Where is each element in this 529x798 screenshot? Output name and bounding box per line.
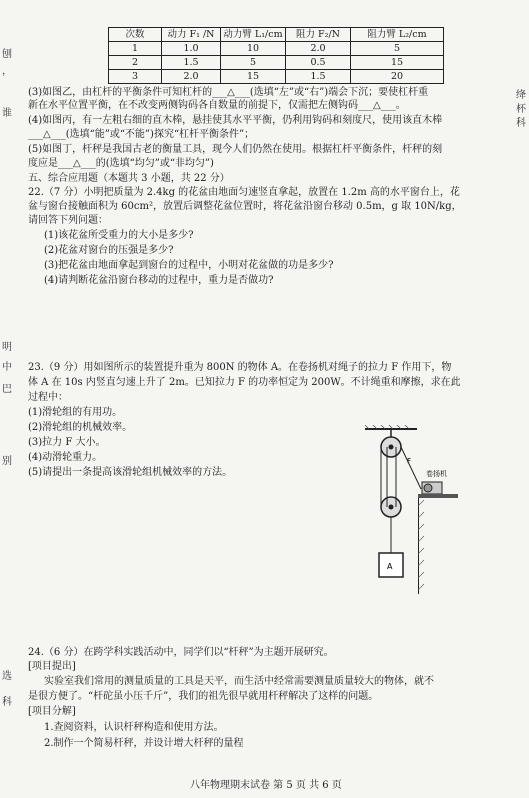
table-row — [109, 70, 444, 84]
text-line: (1)滑轮组的有用功。 — [28, 407, 123, 418]
text-line: (3)拉力 F 大小。 — [28, 437, 106, 448]
text-line: ___△___(选填“能”或“不能”)探究“杠杆平衡条件”； — [28, 129, 255, 140]
table-cell: 10 — [221, 42, 286, 56]
table-cell: 5 — [351, 42, 444, 56]
margin-char: 杯 — [516, 104, 526, 115]
winch-label: 卷扬机 — [426, 470, 447, 478]
margin-char: 科 — [516, 118, 526, 129]
table-cell: 0.5 — [286, 56, 351, 70]
text-line: 五、综合应用题（本题共 3 小题，共 22 分） — [28, 173, 230, 184]
force-label: F — [407, 457, 412, 465]
text-line: 24.（6 分）在跨学科实践活动中，同学们以“杆秤”为主题开展研究。 — [28, 647, 334, 658]
table-header-cell: 阻力臂 L₂/cm — [351, 28, 444, 42]
text-line: 实验室我们常用的测量质量的工具是天平，而生活中经常需要测量质量较大的物体，就不 — [44, 676, 434, 687]
table-cell: 1.5 — [162, 56, 221, 70]
text-line: (4)如图丙，有一左粗右细的直木棒，悬挂使其水平平衡，仍利用钩码和刻度尺，使用该直木棒 — [28, 115, 443, 126]
table-cell: 1.5 — [286, 70, 351, 84]
text-line: [项目分解] — [28, 706, 76, 717]
table-header-cell: 动力臂 L₁/cm — [221, 28, 286, 42]
text-line: 1.查阅资料，认识杆秤构造和使用方法。 — [44, 722, 224, 733]
text-line: 是很方便了。“杆砣虽小压千斤”，我们的祖先很早就用杆秤解决了这样的问题。 — [28, 691, 379, 702]
margin-char: 绛 — [516, 90, 526, 101]
table-cell: 1.0 — [162, 42, 221, 56]
platform — [418, 494, 458, 498]
table-header-cell: 阻力 F₂/N — [286, 28, 351, 42]
margin-char: 明 — [2, 342, 12, 353]
page-footer: 八年物理期末试卷 第 5 页 共 6 页 — [190, 780, 342, 791]
text-line: (1)该花盆所受重力的大小是多少? — [44, 230, 194, 241]
margin-char: 中 — [2, 362, 12, 373]
text-line: (2)滑轮组的机械效率。 — [28, 422, 133, 433]
text-line: 新在水平位置平衡，在不改变两侧钩码各自数量的前提下，仅需把左侧钩码___△___。 — [28, 100, 406, 111]
margin-char: 刨 — [2, 49, 12, 60]
table-row — [109, 56, 444, 70]
table-row — [109, 42, 444, 56]
text-line: 请回答下列问题： — [28, 215, 108, 226]
text-line: 22.（7 分）小明把质量为 2.4kg 的花盆由地面匀速竖直拿起，放置在 1.2m 高的水平窗台上，花 — [28, 187, 460, 198]
text-line: (3)把花盆由地面拿起到窗台的过程中，小明对花盆做的功是多少? — [44, 260, 334, 271]
table-cell: 5 — [221, 56, 286, 70]
lever-data-table — [108, 27, 444, 84]
text-line: (5)如图丁，杆秤是我国古老的衡量工具，现今人们仍然在使用。根据杠杆平衡条件，杆秤的刻 — [28, 144, 443, 155]
table-cell: 1 — [109, 42, 162, 56]
text-line: [项目提出] — [28, 661, 76, 672]
text-line: 体 A 在 10s 内竖直匀速上升了 2m。已知拉力 F 的功率恒定为 200W。不计绳重和摩擦，求在此 — [28, 377, 461, 388]
object-a-label: A — [387, 562, 393, 571]
table-header-cell: 次数 — [109, 28, 162, 42]
table-cell: 2.0 — [162, 70, 221, 84]
margin-char: 选 — [2, 671, 12, 682]
margin-char: 别 — [2, 456, 12, 467]
text-line: 盆与窗台接触面积为 60cm²，放置后调整花盆位置时，将花盆沿窗台移动 0.5m，g 取 10N/kg， — [28, 201, 462, 212]
winch-diagram — [418, 466, 478, 596]
margin-char: 科 — [2, 697, 12, 708]
text-line: (4)请判断花盆沿窗台移动的过程中，重力是否做功? — [44, 275, 274, 286]
table-cell: 2 — [109, 56, 162, 70]
margin-char: ， — [2, 66, 12, 77]
text-line: 2.制作一个简易杆秤，并设计增大杆秤的量程 — [44, 738, 244, 749]
table-cell: 15 — [221, 70, 286, 84]
margin-char: 谁 — [2, 108, 12, 119]
table-header-row — [109, 28, 444, 42]
table-header-cell: 动力 F₁ /N — [162, 28, 221, 42]
text-line: 23.（9 分）用如图所示的装置提升重为 800N 的物体 A。在卷扬机对绳子的拉力 F 作用下，物 — [28, 362, 452, 373]
text-line: 度应是___△___的(选填“均匀”或“非均匀”) — [28, 158, 214, 169]
table-cell: 20 — [351, 70, 444, 84]
text-line: 过程中： — [28, 392, 68, 403]
text-line: (5)请提出一条提高该滑轮组机械效率的方法。 — [28, 467, 233, 478]
table-cell: 15 — [351, 56, 444, 70]
margin-char: 巴 — [2, 384, 12, 395]
text-line: (2)花盆对窗台的压强是多少? — [44, 245, 174, 256]
table-cell: 2.0 — [286, 42, 351, 56]
text-line: (4)动滑轮重力。 — [28, 452, 103, 463]
text-line: (3)如图乙，由杠杆的平衡条件可知杠杆的___△___(选填“左”或“右”)端会下沉；要使杠杆重 — [28, 87, 429, 98]
table-cell: 3 — [109, 70, 162, 84]
